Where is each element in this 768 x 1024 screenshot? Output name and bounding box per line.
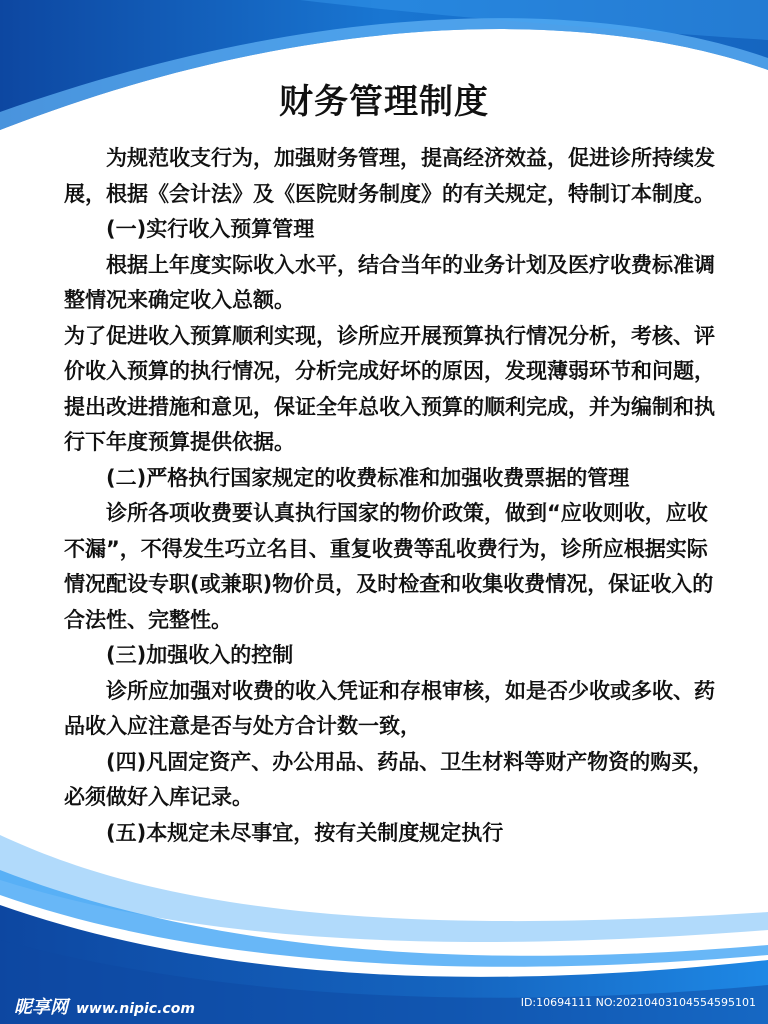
image-id-text: ID:10694111 NO:20210403104554595101 [520, 996, 756, 1009]
watermark-brand [14, 993, 195, 1019]
paragraph: 为了促进收入预算顺利实现，诊所应开展预算执行情况分析，考核、评价收入预算的执行情况，分析完成好坏的原因，发现薄弱环节和问题，提出改进措施和意见，保证全年总收入预算的顺利完成，并为编制和执行下年度预算提供依据。 [64, 323, 715, 454]
paragraph: (四)凡固定资产、办公用品、药品、卫生材料等财产物资的购买，必须做好入库记录。 [64, 749, 714, 809]
document-body [64, 141, 724, 851]
paragraph: 诊所各项收费要认真执行国家的物价政策，做到“应收则收，应收不漏”，不得发生巧立名目、重复收费等乱收费行为，诊所应根据实际情况配设专职(或兼职)物价员，及时检查和收集收费情况，保证收入的合法性、完整性。 [64, 501, 714, 632]
brand-name: 昵享网 [14, 997, 68, 1018]
paragraph: 为规范收支行为，加强财务管理，提高经济效益，促进诊所持续发展，根据《会计法》及《医院财务制度》的有关规定，特制订本制度。 [64, 146, 715, 206]
paragraph: 根据上年度实际收入水平，结合当年的业务计划及医疗收费标准调整情况来确定收入总额。 [64, 252, 715, 312]
paragraph: 诊所应加强对收费的收入凭证和存根审核，如是否少收或多收、药品收入应注意是否与处方合计数一致， [64, 678, 715, 738]
section-heading: (三)加强收入的控制 [106, 643, 294, 667]
section-heading: (一)实行收入预算管理 [106, 217, 315, 241]
page-title: 财务管理制度 [279, 82, 489, 122]
brand-url: www.nipic.com [76, 1001, 195, 1017]
paragraph: (五)本规定未尽事宜，按有关制度规定执行 [106, 820, 504, 845]
section-heading: (二)严格执行国家规定的收费标准和加强收费票据的管理 [106, 465, 630, 490]
